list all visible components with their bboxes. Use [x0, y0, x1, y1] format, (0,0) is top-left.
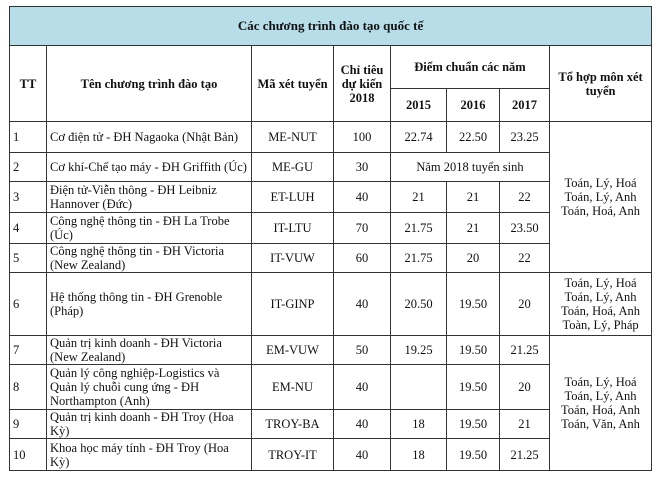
program-code: TROY-BA: [252, 410, 334, 439]
score-2017: 22: [500, 244, 550, 273]
combo-line: Toán, Hoá, Anh: [561, 304, 641, 318]
score-2016: 21: [447, 182, 500, 213]
row-number: 3: [10, 182, 47, 213]
header-combo: Tổ hợp môn xét tuyển: [550, 46, 652, 122]
combo-line: Toán, Hoá, Anh: [561, 204, 641, 218]
table-row: [10, 122, 652, 153]
program-name: Quản lý công nghiệp-Logistics và Quản lý chuỗi cung ứng - ĐH Northampton (Anh): [47, 365, 252, 410]
subject-combo-group-3: [550, 336, 652, 471]
combo-line: Toàn, Lý, Pháp: [562, 318, 639, 332]
subject-combo-group-2: [550, 273, 652, 336]
combo-line: Toán, Lý, Hoá: [564, 176, 637, 190]
row-number: 9: [10, 410, 47, 439]
row-number: 2: [10, 153, 47, 182]
program-quota: 40: [334, 273, 391, 336]
row-number: 4: [10, 213, 47, 244]
combo-line: Toán, Lý, Hoá: [564, 276, 637, 290]
program-quota: 70: [334, 213, 391, 244]
program-code: IT-VUW: [252, 244, 334, 273]
score-2016: 19.50: [447, 439, 500, 471]
header-year-2015: 2015: [391, 89, 447, 122]
program-name: Quản trị kinh doanh - ĐH Victoria (New Zealand): [47, 336, 252, 365]
program-quota: 40: [334, 182, 391, 213]
score-2015: 21.75: [391, 213, 447, 244]
program-code: ET-LUH: [252, 182, 334, 213]
score-2015: 19.25: [391, 336, 447, 365]
program-quota: 100: [334, 122, 391, 153]
score-2015: 22.74: [391, 122, 447, 153]
row-number: 1: [10, 122, 47, 153]
program-name: Công nghệ thông tin - ĐH La Trobe (Úc): [47, 213, 252, 244]
header-year-2016: 2016: [447, 89, 500, 122]
header-quota: Chỉ tiêu dự kiến 2018: [334, 46, 391, 122]
program-quota: 40: [334, 410, 391, 439]
program-quota: 40: [334, 439, 391, 471]
row-number: 10: [10, 439, 47, 471]
program-name: Công nghệ thông tin - ĐH Victoria (New Zealand): [47, 244, 252, 273]
program-name: Hệ thống thông tin - ĐH Grenoble (Pháp): [47, 273, 252, 336]
header-code: Mã xét tuyển: [252, 46, 334, 122]
table-row: [10, 336, 652, 365]
program-name: Quản trị kinh doanh - ĐH Troy (Hoa Kỳ): [47, 410, 252, 439]
score-2017: 22: [500, 182, 550, 213]
combo-line: Toán, Hoá, Anh: [561, 403, 641, 417]
row-number: 6: [10, 273, 47, 336]
combo-line: Toán, Lý, Hoá: [564, 375, 637, 389]
header-year-2017: 2017: [500, 89, 550, 122]
program-code: IT-LTU: [252, 213, 334, 244]
header-tt: TT: [10, 46, 47, 122]
score-2015: 18: [391, 410, 447, 439]
header-scores: Điểm chuẩn các năm: [391, 46, 550, 89]
subject-combo-group-1: [550, 122, 652, 273]
score-2016: 19.50: [447, 365, 500, 410]
program-quota: 60: [334, 244, 391, 273]
score-2016: 19.50: [447, 410, 500, 439]
program-code: ME-GU: [252, 153, 334, 182]
row-number: 8: [10, 365, 47, 410]
program-code: ME-NUT: [252, 122, 334, 153]
program-code: IT-GINP: [252, 273, 334, 336]
score-2015: 18: [391, 439, 447, 471]
score-2017: 21.25: [500, 439, 550, 471]
program-quota: 40: [334, 365, 391, 410]
combo-line: Toán, Văn, Anh: [561, 417, 640, 431]
score-2015: [391, 365, 447, 410]
table-row: [10, 273, 652, 336]
score-2016: 19.50: [447, 336, 500, 365]
score-2017: 21.25: [500, 336, 550, 365]
header-program: Tên chương trình đào tạo: [47, 46, 252, 122]
score-2017: 21: [500, 410, 550, 439]
program-name: Cơ điện tử - ĐH Nagaoka (Nhật Bản): [47, 122, 252, 153]
program-name: Khoa học máy tính - ĐH Troy (Hoa Kỳ): [47, 439, 252, 471]
combo-line: Toán, Lý, Anh: [564, 190, 637, 204]
programs-table: [9, 6, 652, 471]
score-2015: 20.50: [391, 273, 447, 336]
score-2016: 21: [447, 213, 500, 244]
score-2016: 19.50: [447, 273, 500, 336]
program-code: EM-VUW: [252, 336, 334, 365]
program-code: TROY-IT: [252, 439, 334, 471]
combo-line: Toán, Lý, Anh: [564, 290, 637, 304]
program-quota: 50: [334, 336, 391, 365]
program-code: EM-NU: [252, 365, 334, 410]
score-note: Năm 2018 tuyển sinh: [391, 153, 550, 182]
program-name: Điện tử-Viễn thông - ĐH Leibniz Hannover (Đức): [47, 182, 252, 213]
score-2016: 20: [447, 244, 500, 273]
row-number: 7: [10, 336, 47, 365]
row-number: 5: [10, 244, 47, 273]
score-2017: 20: [500, 365, 550, 410]
score-2017: 23.50: [500, 213, 550, 244]
program-name: Cơ khí-Chế tạo máy - ĐH Griffith (Úc): [47, 153, 252, 182]
score-2015: 21.75: [391, 244, 447, 273]
combo-line: Toán, Lý, Anh: [564, 389, 637, 403]
score-2017: 23.25: [500, 122, 550, 153]
score-2017: 20: [500, 273, 550, 336]
program-quota: 30: [334, 153, 391, 182]
table-title: Các chương trình đào tạo quốc tế: [10, 7, 652, 46]
score-2016: 22.50: [447, 122, 500, 153]
score-2015: 21: [391, 182, 447, 213]
